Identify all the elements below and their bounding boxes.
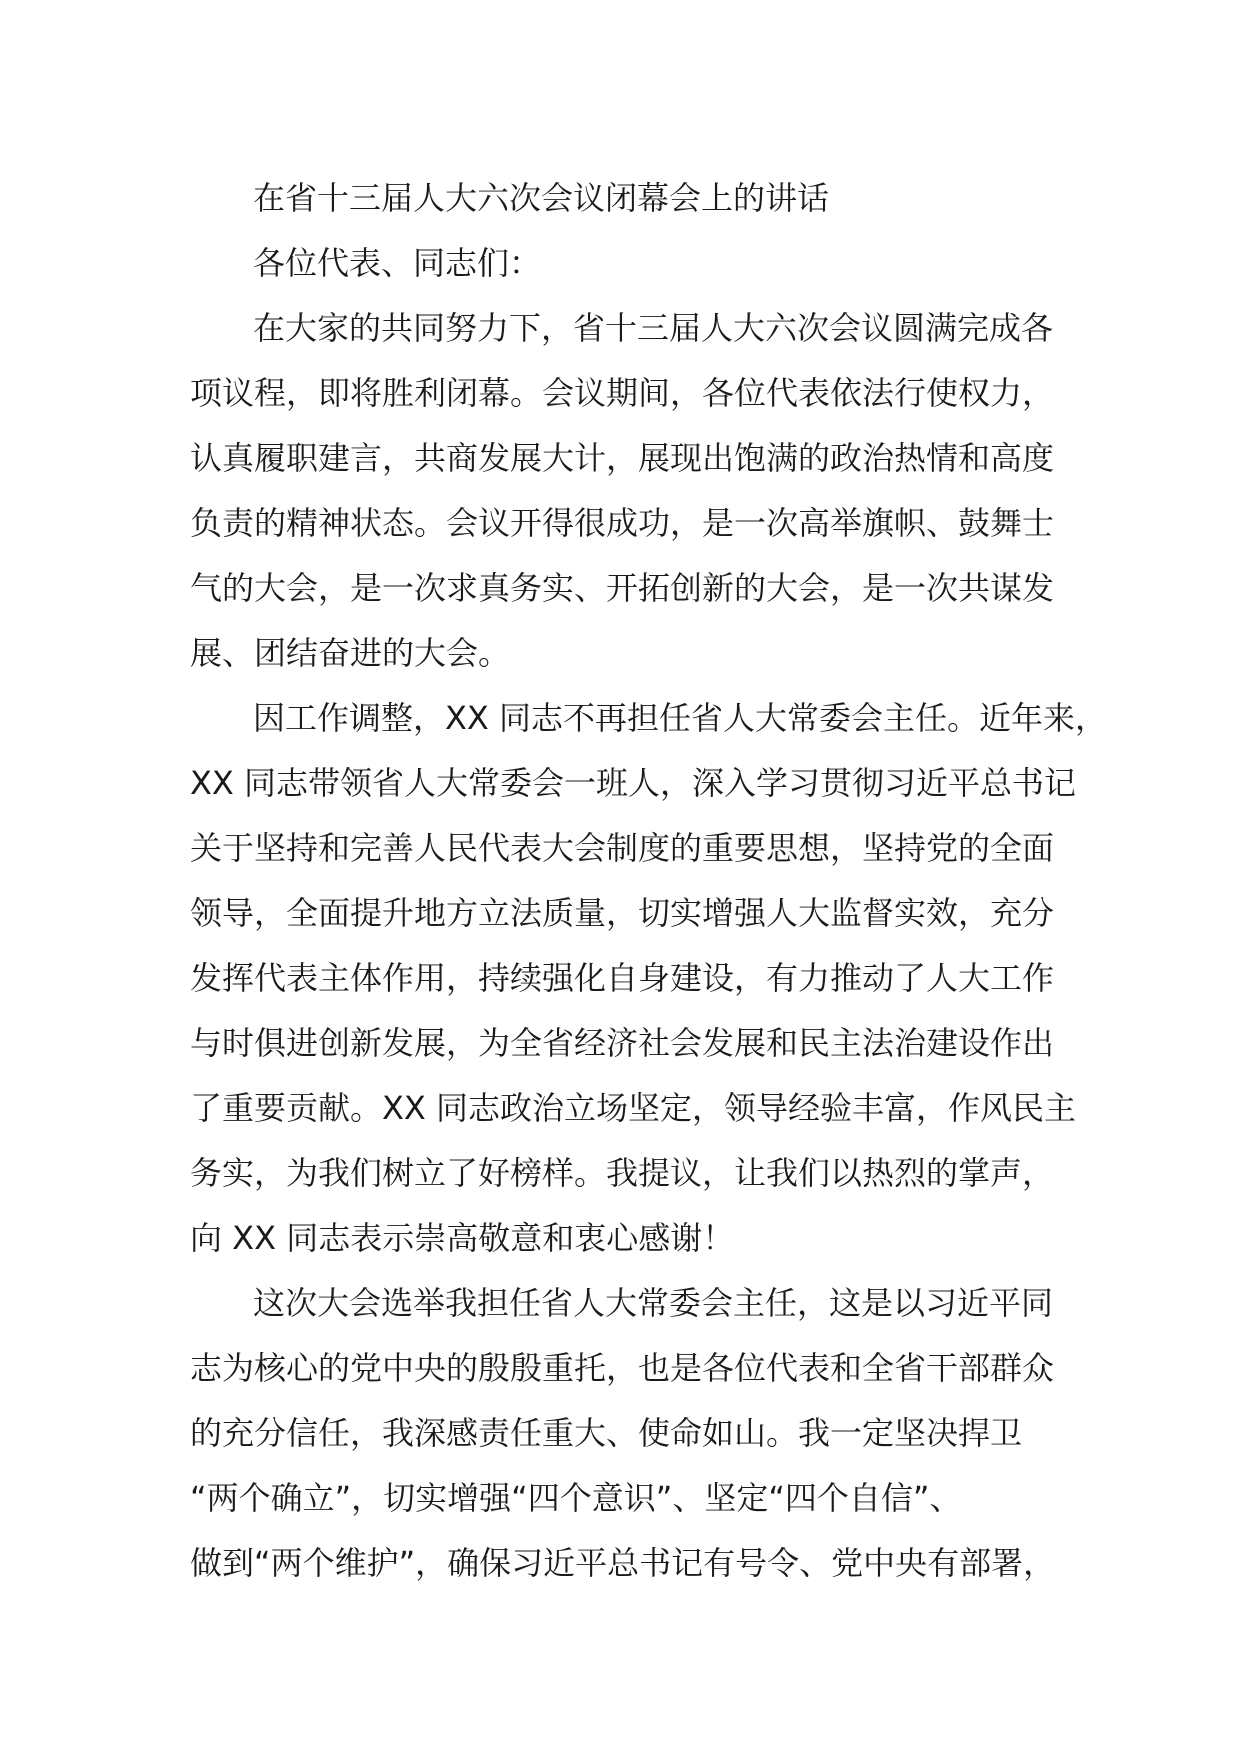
paragraph-1-line-5: 气的大会，是一次求真务实、开拓创新的大会，是一次共谋发 (190, 569, 1055, 607)
paragraph-1-line-1: 在大家的共同努力下，省十三届人大六次会议圆满完成各 (253, 309, 1054, 347)
paragraph-2-line-8: 务实，为我们树立了好榜样。我提议，让我们以热烈的掌声， (190, 1154, 1055, 1192)
speech-title: 在省十三届人大六次会议闭幕会上的讲话 (253, 179, 830, 217)
paragraph-3-line-1: 这次大会选举我担任省人大常委会主任，这是以习近平同 (253, 1284, 1054, 1322)
paragraph-1-line-4: 负责的精神状态。会议开得很成功，是一次高举旗帜、鼓舞士 (190, 504, 1055, 542)
paragraph-2-line-7: 了重要贡献。XX 同志政治立场坚定，领导经验丰富，作风民主 (190, 1089, 1077, 1127)
paragraph-3-line-2: 志为核心的党中央的殷殷重托，也是各位代表和全省干部群众 (190, 1349, 1055, 1387)
paragraph-1-line-2: 项议程，即将胜利闭幕。会议期间，各位代表依法行使权力， (190, 374, 1055, 412)
paragraph-2-line-1: 因工作调整，XX 同志不再担任省人大常委会主任。近年来， (253, 699, 1108, 737)
paragraph-2-line-9: 向 XX 同志表示崇高敬意和衷心感谢！ (190, 1219, 735, 1257)
paragraph-3-line-3: 的充分信任，我深感责任重大、使命如山。我一定坚决捍卫 (190, 1414, 1023, 1452)
salutation: 各位代表、同志们： (253, 244, 542, 282)
paragraph-2-line-5: 发挥代表主体作用，持续强化自身建设，有力推动了人大工作 (190, 959, 1055, 997)
paragraph-3-line-4: “两个确立”，切实增强“四个意识”、坚定“四个自信”、 (190, 1479, 962, 1517)
paragraph-2-line-4: 领导，全面提升地方立法质量，切实增强人大监督实效，充分 (190, 894, 1055, 932)
paragraph-1-line-3: 认真履职建言，共商发展大计，展现出饱满的政治热情和高度 (190, 439, 1055, 477)
paragraph-2-line-3: 关于坚持和完善人民代表大会制度的重要思想，坚持党的全面 (190, 829, 1055, 867)
paragraph-2-line-2: XX 同志带领省人大常委会一班人，深入学习贯彻习近平总书记 (190, 764, 1077, 802)
paragraph-1-line-6: 展、团结奋进的大会。 (190, 634, 511, 672)
paragraph-2-line-6: 与时俱进创新发展，为全省经济社会发展和民主法治建设作出 (190, 1024, 1055, 1062)
document-body (190, 166, 1108, 1596)
paragraph-3-line-5: 做到“两个维护”，确保习近平总书记有号令、党中央有部署， (190, 1544, 1056, 1582)
